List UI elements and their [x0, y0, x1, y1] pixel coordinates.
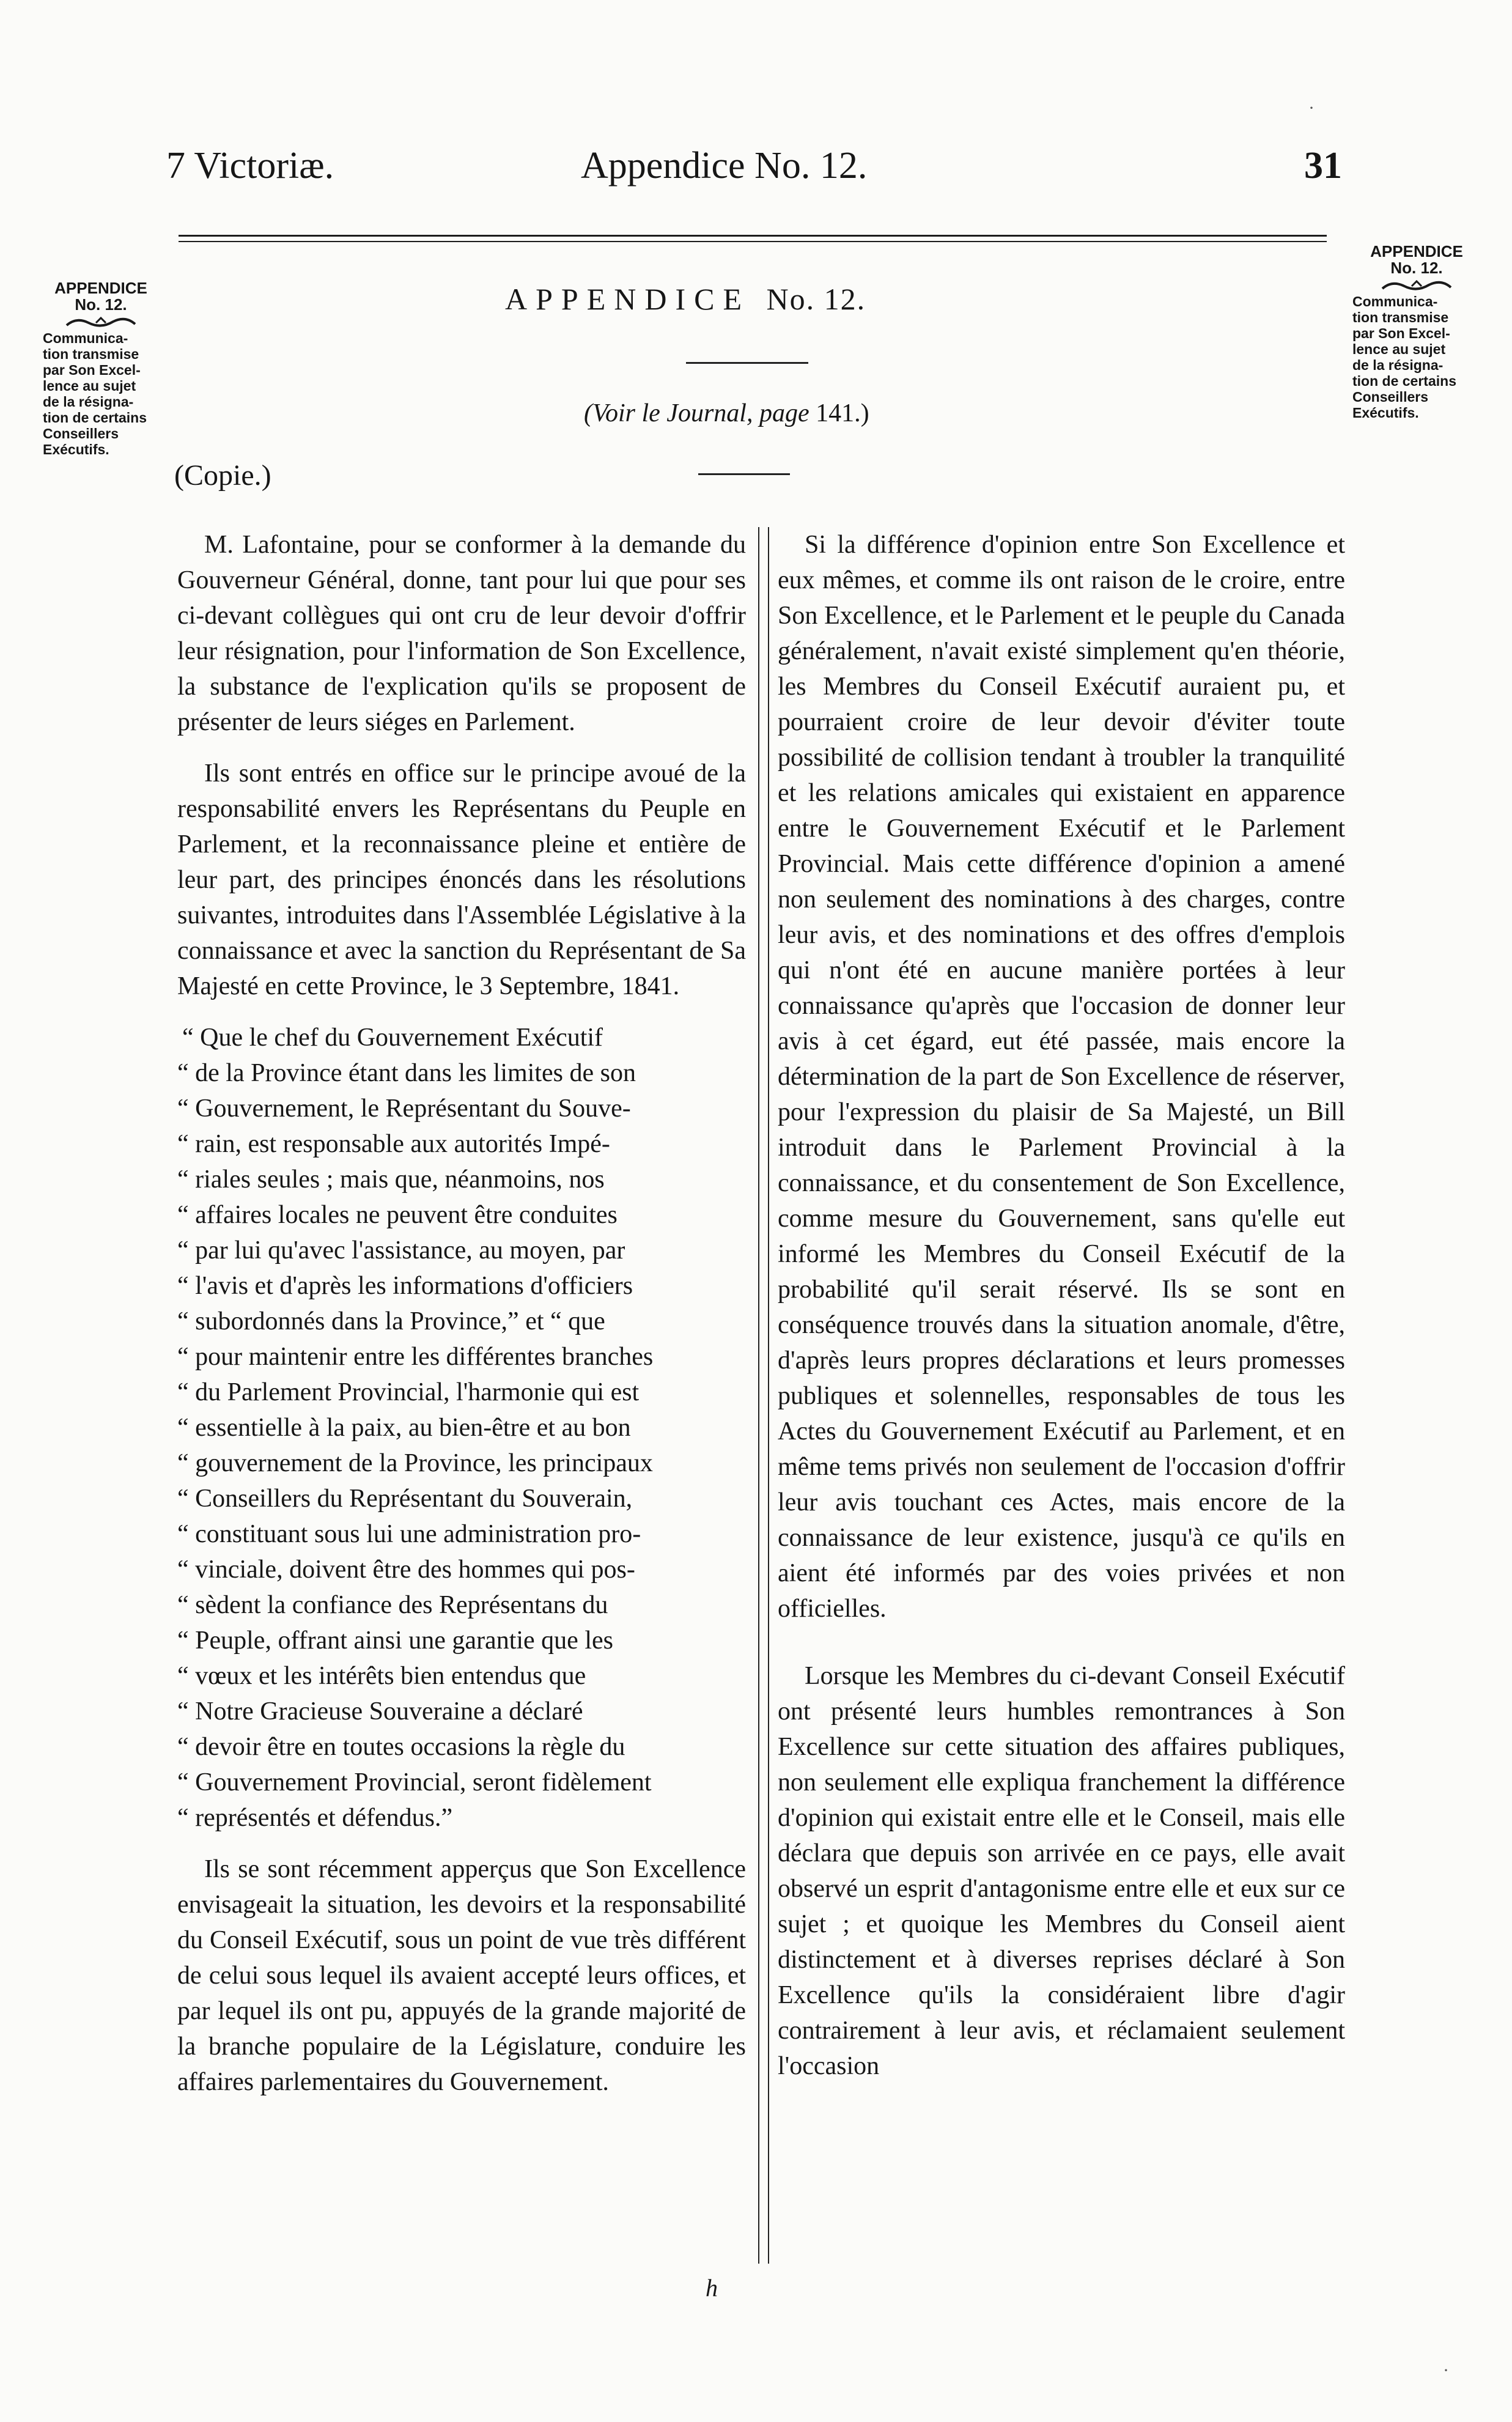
copy-label: (Copie.) — [174, 459, 271, 492]
quote-line: “ rain, est responsable aux autorités Impé- — [177, 1130, 610, 1158]
margin-note-right — [1352, 243, 1481, 421]
paragraph: M. Lafontaine, pour se conformer à la demande du Gouverneur Général, donne, tant pour lui que pour ses ci-devant collègues qui ont cru de leur devoir d'offrir leur résignation, pour l'information de Son Excellence, la substance de l'explication qu'ils se proposent de présenter de leurs siéges en Parlement. — [177, 531, 746, 736]
quote-line: “ riales seules ; mais que, néanmoins, nos — [177, 1165, 605, 1194]
header-session: 7 Victoriæ. — [166, 145, 334, 186]
header-rule-double — [179, 241, 1327, 242]
margin-note-text: Communica- tion transmise par Son Excel- lence au sujet de la résigna- tion de certains Conseillers Exécutifs. — [43, 330, 147, 457]
quote-line: “ par lui qu'avec l'assistance, au moyen, par — [177, 1236, 625, 1265]
right-column — [778, 527, 1345, 2100]
quote-line: “ gouvernement de la Province, les principaux — [177, 1449, 653, 1477]
quote-line: “ vœux et les intérêts bien entendus que — [177, 1662, 586, 1690]
left-column — [177, 527, 746, 2116]
page-title — [505, 281, 866, 317]
paragraph: Ils se sont récemment apperçus que Son Excellence envisageait la situation, les devoirs et la responsabilité du Conseil Exécutif, sous un point de vue très différent de celui sous lequel ils avaient accepté leurs offices, et par lequel ils ont pu, appuyés de la grande majorité de la branche populaire de la Législature, conduire les affaires parlementaires du Gouvernement. — [177, 1855, 746, 2096]
signature-mark: h — [706, 2274, 718, 2302]
quote-line: “ Que le chef du Gouvernement Exécutif — [182, 1024, 603, 1052]
quote-line: “ l'avis et d'après les informations d'officiers — [177, 1272, 633, 1300]
margin-note-text: Communica- tion transmise par Son Excel- lence au sujet de la résigna- tion de certains Conseillers Exécutifs. — [1352, 294, 1456, 421]
quote-line: “ essentielle à la paix, au bien-être et au bon — [177, 1414, 631, 1442]
quote-line: “ représentés et défendus.” — [177, 1804, 453, 1832]
quote-line: “ vinciale, doivent être des hommes qui pos- — [177, 1556, 635, 1584]
quote-line: “ constituant sous lui une administration pro- — [177, 1520, 641, 1548]
journal-reference-page: 141.) — [816, 399, 869, 427]
paragraph: Si la différence d'opinion entre Son Excellence et eux mêmes, et comme ils ont raison de le croire, entre Son Excellence, et le Parlement et le peuple du Canada généralement, n'avait existé simplement qu'en théorie, les Membres du Conseil Exécutif auraient pu, et pourraient croire de leur devoir d'éviter toute possibilité de collision tendant à troubler la tranquilité et les relations amicales qui existaient en apparence entre le Gouvernement Exécutif et le Parlement Provincial. Mais cette différence d'opinion a amené non seulement des nominations à des charges, contre leur avis, et des nominations et des offres d'emplois qui n'ont été en aucune manière portées à leur connaissance qu'après que l'occasion de donner leur avis à cet égard, eut été passée, mais encore la détermination de la part de Son Excellence de réserver, pour l'expression du plaisir de Sa Majesté, un Bill introduit dans le Parlement Provincial à la connaissance, et du consentement de Son Excellence, comme mesure du Gouvernement, sans qu'elle eut informé les Membres du Conseil Exécutif de la probabilité qu'il serait réservé. Ils se sont en conséquence trouvés dans la situation anomale, d'être, d'après leurs propres déclarations et leurs promesses publiques et solennelles, responsables de tous les Actes du Gouvernement Exécutif au Parlement, et en même tems privés non seulement de l'occasion d'offrir leur avis touchant ces Actes, mais encore de la connaissance de leur existence, jusqu'à ce qu'ils en aient été informés par des voies privées et non officielles. — [778, 531, 1345, 1623]
quote-line: “ devoir être en toutes occasions la règle du — [177, 1733, 625, 1761]
paragraph: Ils sont entrés en office sur le principe avoué de la responsabilité envers les Représentans du Peuple en Parlement, et la reconnaissance pleine et entière de leur part, des principes énoncés dans les résolutions suivantes, introduites dans l'Assemblée Législative à la connaissance et avec la sanction du Représentant de Sa Majesté en cette Province, le 3 Septembre, 1841. — [177, 759, 746, 1000]
quote-line: “ Conseillers du Représentant du Souverain, — [177, 1485, 633, 1513]
speck: · — [1308, 98, 1315, 118]
paragraph: Lorsque les Membres du ci-devant Conseil Exécutif ont présenté leurs humbles remontrances à Son Excellence sur cette situation des affaires publiques, non seulement elle expliqua franchement la différence d'opinion qui existait entre elle et le Conseil, mais elle déclara que depuis son arrivée en ce pays, elle avait observé un esprit d'antagonisme entre elle et eux sur ce sujet ; et quoique les Membres du Conseil aient distinctement et à diverses reprises déclaré à Son Excellence qu'ils la considéraient libre d'agir contrairement à leur avis, et réclamaient seulement l'occasion — [778, 1662, 1345, 2080]
margin-note-heading: APPENDICE No. 12. — [54, 279, 147, 314]
page-number: 31 — [1304, 145, 1342, 186]
ornament-icon — [64, 316, 138, 329]
header-rule — [179, 235, 1327, 237]
title-main: APPENDICE — [505, 282, 751, 316]
title-number: No. 12. — [766, 282, 866, 316]
speck: · — [1443, 2360, 1449, 2380]
header-appendix: Appendice No. 12. — [581, 145, 868, 186]
journal-reference-text: (Voir le Journal, page — [584, 399, 809, 427]
title-rule — [686, 362, 808, 364]
quote-line: “ Gouvernement, le Représentant du Souve- — [177, 1095, 631, 1123]
quote-line: “ Notre Gracieuse Souveraine a déclaré — [177, 1697, 583, 1726]
ornament-icon — [1380, 279, 1453, 292]
journal-reference — [584, 399, 869, 428]
quote-line: “ subordonnés dans la Province,” et “ que — [177, 1307, 605, 1335]
quote-line: “ sèdent la confiance des Représentans du — [177, 1591, 608, 1619]
quote-line: “ de la Province étant dans les limites de son — [177, 1059, 636, 1087]
quoted-resolution — [177, 1020, 746, 1836]
column-divider — [758, 527, 769, 2264]
quote-line: “ pour maintenir entre les différentes branches — [177, 1343, 654, 1371]
margin-note-heading: APPENDICE No. 12. — [1370, 242, 1463, 277]
margin-note-left — [37, 280, 165, 457]
quote-line: “ affaires locales ne peuvent être conduites — [177, 1201, 618, 1229]
quote-line: “ Gouvernement Provincial, seront fidèlement — [177, 1768, 652, 1796]
quote-line: “ du Parlement Provincial, l'harmonie qui est — [177, 1378, 640, 1406]
reference-rule — [698, 473, 790, 475]
quote-line: “ Peuple, offrant ainsi une garantie que les — [177, 1626, 613, 1655]
